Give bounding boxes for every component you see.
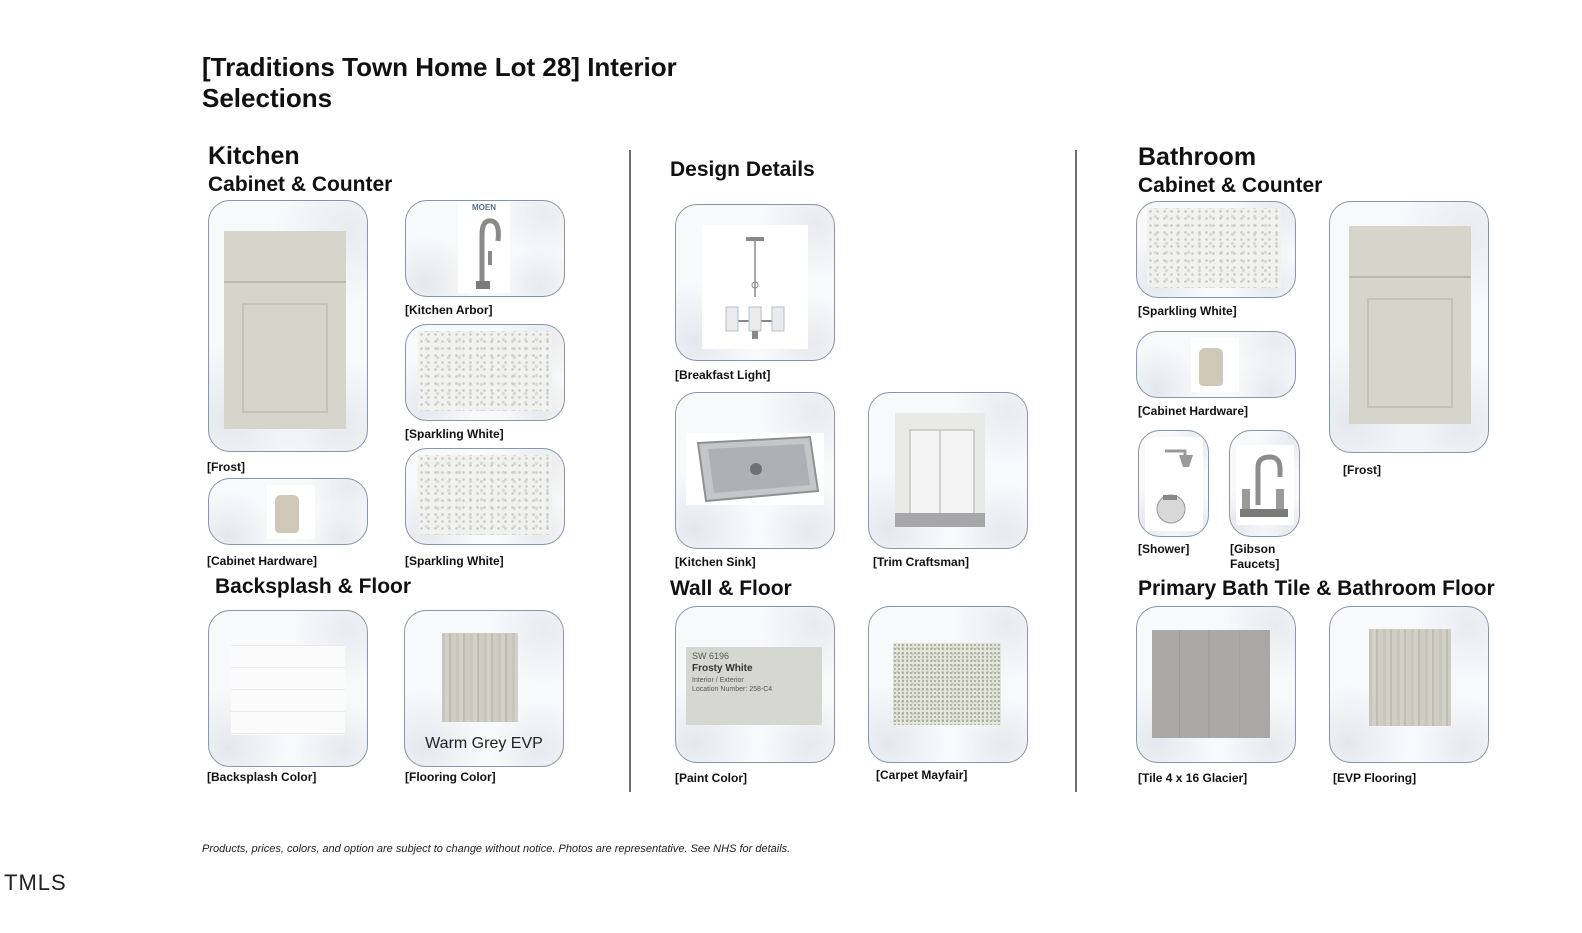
moen-logo: MOEN: [472, 203, 496, 212]
kitchen-arbor-label: [Kitchen Arbor]: [405, 303, 493, 317]
quartz-swatch: [1147, 208, 1281, 288]
tile-swatch: [1152, 630, 1270, 738]
paint-color-card[interactable]: [675, 606, 835, 763]
wall-floor-heading: Wall & Floor: [670, 577, 792, 600]
bath-sparkling-white-card[interactable]: [1136, 201, 1296, 298]
kitchen-heading: Kitchen: [208, 142, 300, 170]
subway-tile-swatch: [231, 645, 345, 735]
bath-faucet-image: [1236, 445, 1294, 525]
breakfast-light-card[interactable]: [675, 204, 835, 361]
kitchen-sparkling-white-label-2: [Sparkling White]: [405, 554, 504, 568]
paint-chip-code: SW 6196: [692, 651, 730, 661]
paint-chip: [686, 647, 822, 725]
gibson-faucets-label: [Gibson Faucets]: [1230, 542, 1280, 571]
kitchen-cabinet-hardware-card[interactable]: [208, 478, 368, 545]
paint-color-label: [Paint Color]: [675, 771, 747, 785]
backsplash-color-card[interactable]: [208, 610, 368, 767]
shower-card[interactable]: [1138, 430, 1209, 537]
bath-frost-label: [Frost]: [1343, 463, 1381, 477]
shower-image: [1145, 437, 1203, 531]
faucet-image: [458, 201, 510, 293]
door-trim-image: [895, 413, 985, 527]
kitchen-sparkling-white-card-2[interactable]: [405, 448, 565, 545]
primary-bath-tile-heading: Primary Bath Tile & Bathroom Floor: [1138, 577, 1495, 600]
sink-image: [686, 433, 824, 505]
kitchen-subheading: Cabinet & Counter: [208, 173, 393, 196]
knob-image: [1191, 338, 1239, 392]
flooring-color-label: [Flooring Color]: [405, 770, 496, 784]
bathroom-subheading: Cabinet & Counter: [1138, 174, 1323, 197]
wood-floor-swatch: [1369, 629, 1451, 726]
tmls-logo: TMLS: [4, 870, 67, 895]
cabinet-door-image: [224, 231, 346, 429]
cabinet-door-image: [1349, 226, 1471, 424]
tile-glacier-card[interactable]: [1136, 606, 1296, 763]
shower-label: [Shower]: [1138, 542, 1190, 556]
carpet-card[interactable]: [868, 606, 1028, 763]
kitchen-frost-card[interactable]: [208, 200, 368, 452]
wood-floor-swatch: [442, 633, 518, 722]
gibson-faucets-card[interactable]: [1229, 430, 1300, 537]
quartz-swatch: [418, 455, 552, 535]
chandelier-image: [702, 225, 808, 349]
bath-frost-card[interactable]: [1329, 201, 1489, 453]
kitchen-cabinet-hardware-label: [Cabinet Hardware]: [207, 554, 318, 568]
tile-glacier-label: [Tile 4 x 16 Glacier]: [1138, 771, 1248, 785]
page-title: [Traditions Town Home Lot 28] Interior Selections: [202, 52, 677, 113]
kitchen-sparkling-white-card-1[interactable]: [405, 324, 565, 421]
bathroom-heading: Bathroom: [1138, 143, 1257, 171]
carpet-swatch: [893, 643, 1001, 725]
kitchen-sink-card[interactable]: [675, 392, 835, 549]
paint-chip-use: Interior / Exterior: [692, 677, 744, 684]
knob-image: [267, 485, 315, 539]
bath-cabinet-hardware-label: [Cabinet Hardware]: [1138, 404, 1249, 418]
breakfast-light-label: [Breakfast Light]: [675, 368, 771, 382]
flooring-swatch-text: Warm Grey EVP: [425, 735, 543, 752]
kitchen-frost-label: [Frost]: [207, 460, 245, 474]
kitchen-arbor-card[interactable]: [405, 200, 565, 297]
bath-sparkling-white-label: [Sparkling White]: [1138, 304, 1237, 318]
paint-chip-location: Location Number: 258-C4: [692, 686, 773, 693]
flooring-color-card[interactable]: [404, 610, 564, 767]
trim-craftsman-card[interactable]: [868, 392, 1028, 549]
evp-flooring-label: [EVP Flooring]: [1333, 771, 1417, 785]
column-divider-left: [629, 150, 631, 792]
backsplash-floor-heading: Backsplash & Floor: [215, 575, 412, 598]
design-details-heading: Design Details: [670, 158, 815, 181]
kitchen-sparkling-white-label-1: [Sparkling White]: [405, 427, 504, 441]
kitchen-sink-label: [Kitchen Sink]: [675, 555, 756, 569]
paint-chip-name: Frosty White: [692, 663, 753, 674]
column-divider-right: [1075, 150, 1077, 792]
disclaimer-footnote: Products, prices, colors, and option are subject to change without notice. Photos are representative. See NHS for details.: [202, 843, 791, 855]
backsplash-color-label: [Backsplash Color]: [207, 770, 317, 784]
trim-craftsman-label: [Trim Craftsman]: [873, 555, 970, 569]
quartz-swatch: [418, 331, 552, 411]
bath-cabinet-hardware-card[interactable]: [1136, 331, 1296, 398]
evp-flooring-card[interactable]: [1329, 606, 1489, 763]
carpet-label: [Carpet Mayfair]: [876, 768, 968, 782]
